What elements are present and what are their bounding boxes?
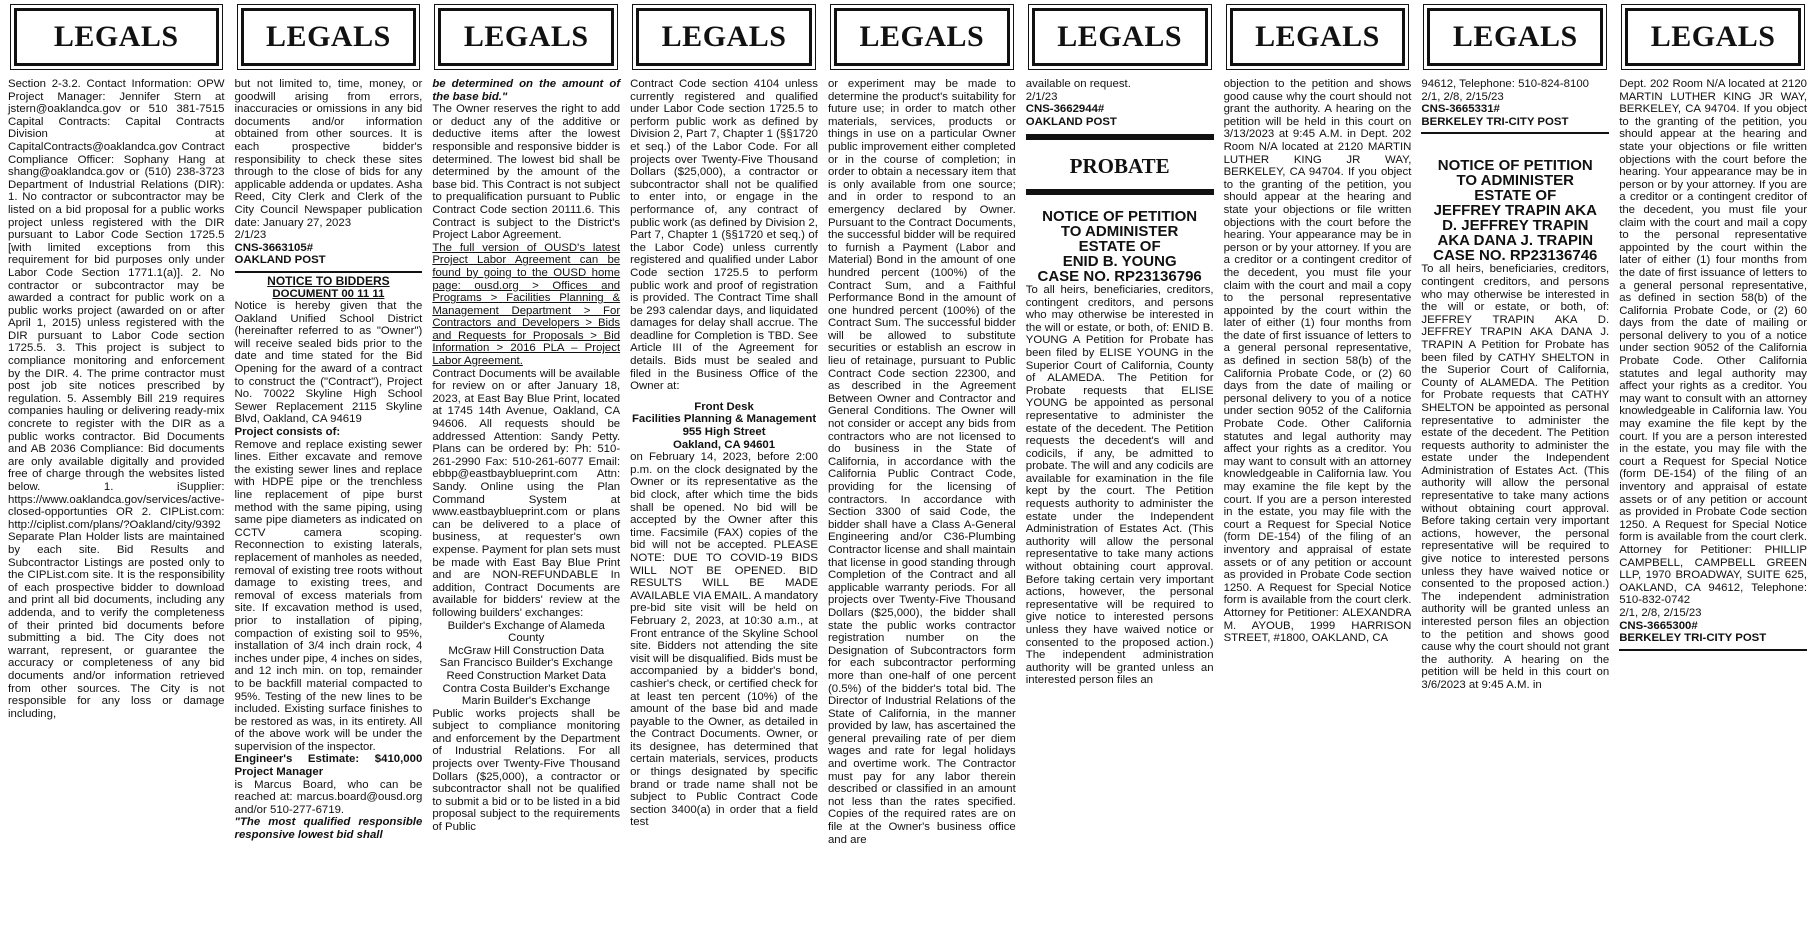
project-manager-contact: is Marcus Board, who can be reached at: marcus.board@ousd.org and/or 510-277-6719. [234,778,423,816]
column-3 [432,4,620,950]
petition-title-5: D. JEFFREY TRAPIN [1442,217,1589,235]
pla-link-text: The full version of OUSD's latest Project Labor Agreement can be found by going to the OUSD home page: ousd.org > Offices and Programs > Facilities Planning & Management Department > For Contractors and Developers > Bids and Requests for Proposals > Bid Information > 2016 PLA – Project Labor Agreement. [432,241,621,368]
legals-banner [1028,4,1212,70]
legals-banner [1621,4,1805,70]
exchange-3: San Francisco Builder's Exchange [439,657,613,670]
notice-continuation: available on request. [1025,78,1131,90]
petition-body-continued: Dept. 202 Room N/A located at 2120 MARTIN LUTHER KING JR WAY, BERKELEY, CA 94704. If you object to the granting of the petition, you should appear at the hearing and state your objections or file written objections with the court before the hearing. Your appearance may be in person or by your attorney. If you are a creditor or a contingent creditor of the decedent, you must file your claim with the court and mail a copy to the personal representative appointed by the court within the later of either (1) four months from the date of first issuance of letters to a general personal representative, as defined in section 58(b) of the California Probate Code, or (2) 60 days from the date of mailing or personal delivery to you of a notice under section 9052 of the California Probate Code. Other California statutes and legal authority may affect your rights as a creditor. You may want to consult with an attorney knowledgeable in California law. You may examine the file kept by the court. If you are a person interested in the estate, you may file with the court a Request for Special Notice (form DE-154) of the filing of an inventory and appraisal of estate assets or of any petition or account as provided in Probate Code section 1250. A Request for Special Notice form is available from the court clerk. Attorney for Petitioner: PHILLIP CAMPBELL, CAMPBELL GREEN LLP, 1970 BROADWAY, SUITE 625, OAKLAND, CA 94612, Telephone: 510-832-0742 [1619,78,1807,607]
publication-date: 2/1, 2/8, 2/15/23 [1421,90,1504,103]
petition-body: To all heirs, beneficiaries, creditors, contingent creditors, and persons who may otherwise be interested in the will or estate, or both, of: ENID B. YOUNG A Petition for Probate has been filed by ELISE YOUNG in the Superior Court of California, County of ALAMEDA. The Petition for Probate requests that ELISE YOUNG be appointed as personal representative to administer the estate of the decedent. The Petition requests the decedent's will and codicils, if any, be admitted to probate. The will and any codicils are available for examination in the file kept by the court. The Petition requests authority to administer the estate under the Independent Administration of Estates Act. (This authority will allow the personal representative to take many actions without obtaining court approval. Before taking certain very important actions, however, the personal representative will be required to give notice to interested persons unless they have waived notice or consented to the proposed action.) The independent administration authority will be granted unless an interested person files an [1025,283,1214,687]
exchange-4: Reed Construction Market Data [446,669,606,682]
cns-number: CNS-3665331# [1421,103,1500,116]
publication-date: 2/1/23 [1025,90,1058,103]
petition-body: To all heirs, beneficiaries, creditors, contingent creditors, and persons who may otherwise be interested in the will or estate, or both, of: JEFFREY TRAPIN AKA D. JEFFREY TRAPIN AKA DANA J. TRAPIN A Petition for Probate has been filed by CATHY SHELTON in the Superior Court of California, County of ALAMEDA. The Petition for Probate requests that CATHY SHELTON be appointed as personal representative to administer the estate of the decedent. The Petition requests authority to administer the estate under the Independent Administration of Estates Act. (This authority will allow the personal representative to take many actions without obtaining court approval. Before taking certain very important actions, however, the personal representative will be required to give notice to interested persons unless they have waived notice or consented to the proposed action.) The independent administration authority will be granted unless an interested person files an objection to the petition and shows good cause why the court should not grant the authority. A hearing on the petition will be held in this court on 3/6/2023 at 9:45 A.M. in [1421,263,1610,691]
bid-address-line-4: Oakland, CA 94601 [672,438,776,451]
contract-terms: or experiment may be made to determine the product's suitability for future use; in order to match other materials, services, products or things in use on a particular Owner public improvement either completed or in the course of completion; in order to obtain a necessary item that is only available from one source; and in order to respond to an emergency declared by Owner. Pursuant to the Contract Documents, the successful bidder will be required to furnish a Payment (Labor and Material) Bond in the amount of one hundred percent (100%) of the Contract Sum, and a Faithful Performance Bond in the amount of one hundred percent (100%) of the Contract Sum. The successful bidder will be allowed to substitute securities or establish an escrow in lieu of retainage, pursuant to Public Contract Code section 22300, and as described in the Agreement Between Owner and Contractor and General Conditions. The Owner will not consider or accept any bids from contractors who are not licensed to do business in the State of California, in accordance with the California Public Contract Code, providing for the licensing of contractors. In accordance with Section 3300 of said Code, the bidder shall have a Class A-General Engineering and/or C36-Plumbing Contractor license and shall maintain that license in good standing through Completion of the Contract and all applicable warranty periods. For all projects over Twenty-Five Thousand Dollars ($25,000), the bidder shall state the public works contractor registration number on the Designation of Subcontractors form for each subcontractor performing more than one-half of one percent (0.5%) of the bidder's total bid. The Director of Industrial Relations of the State of California, in the manner provided by law, has ascertained the general prevailing rate of per diem wages and rate for legal holidays and overtime work. The Contractor must pay for any labor therein described or classified in an amount not less than the rates specified. Copies of the required rates are on file at the Owner's business office and are [827,78,1016,846]
publication-date: 2/1, 2/8, 2/15/23 [1619,606,1702,619]
exchange-5: Contra Costa Builder's Exchange [442,682,610,695]
document-number: DOCUMENT 00 11 11 [272,287,385,300]
petition-title-6: AKA DANA J. TRAPIN [1437,232,1594,250]
divider [235,271,423,273]
cns-number: CNS-3663105# [234,241,314,254]
exchange-6: Marin Builder's Exchange [461,695,591,708]
legals-banner [1423,4,1607,70]
petition-title-1: NOTICE OF PETITION [1042,207,1198,225]
column-9 [1619,4,1807,950]
bid-address-line-2: Facilities Planning & Management [631,413,817,426]
newspaper-name: BERKELEY TRI-CITY POST [1421,115,1569,128]
petition-title-4: JEFFREY TRAPIN AKA [1433,202,1597,220]
cns-number: CNS-3665300# [1619,619,1698,632]
divider [1421,132,1609,134]
legals-banner [10,4,223,70]
exchange-1: Builder's Exchange of Alameda County [447,619,605,645]
petition-title-2: TO ADMINISTER [1456,172,1575,190]
contract-terms: The Owner reserves the right to add or deduct any of the additive or deductive items after the lowest responsible and responsive bidder is determined. The lowest bid shall be determined by the amount of the base bid. This Contract is not subject to prequalification pursuant to Public Contract Code section 20111.6. This Contract is subject to the District's Project Labor Agreement. [432,103,621,242]
legals-banner-title: LEGALS [14,8,219,66]
bid-notice-continuation: but not limited to, time, money, or goodwill arising from errors, inaccuracies or omissions in any bid documents and/or information obtained from other sources. It is each prospective bidder's responsibility to check these sites through to the close of bids for any applicable addenda or updates. Asha Reed, City Clerk and Clerk of the City Council Newspaper publication date: January 27, 2023 [234,78,423,229]
column-4 [630,4,818,950]
legals-banner-title: LEGALS [834,8,1010,66]
public-works-terms: Public works projects shall be subject to compliance monitoring and enforcement by the Department of Industrial Relations. For all projects over Twenty-Five Thousand Dollars ($25,000), a contractor or subcontractor shall not be qualified to submit a bid or to be listed in a bid proposal subject to the requirements of Public [432,707,621,834]
petition-case-number: CASE NO. RP23136746 [1433,247,1598,265]
engineers-estimate: Engineer's Estimate: $410,000 Project Manager [234,753,423,779]
petition-title-1: NOTICE OF PETITION [1437,157,1593,175]
legals-banner-title: LEGALS [1032,8,1208,66]
legals-banner [237,4,421,70]
bid-notice-continuation: Section 2-3.2. Contact Information: OPW Project Manager: Jennifer Stern at jstern@oaklandca.gov or 510 381-7515 Capital Contracts: Capital Contracts Division at CapitalContracts@oaklandca.gov Contract Compliance Officer: Sophany Hang at shang@oaklandca.gov or (510) 238-3723 Department of Industrial Relations (DIR): 1. No contractor or subcontractor may be listed on a bid proposal for a public works project unless registered with the DIR pursuant to Labor Code Section 1725.5 [with limited exceptions from this requirement for bid purposes only under Labor Code Section 1771.1(a)]. 2. No contractor or subcontractor may be awarded a contract for public work on a public works project (awarded on or after April 1, 2015) unless registered with the DIR pursuant to Labor Code section 1725.5. 3. This project is subject to compliance monitoring and enforcement by the DIR. 4. The prime contractor must post job site notices prescribed by regulation. 5. Assembly Bill 219 requires companies hauling or delivering ready-mix concrete to register with the DIR as a public works contractor. Bid Documents and AB 2036 Compliance: Bid documents are only available digitally and provided free of charge through the websites listed below. 1. iSupplier: https://www.oaklandca.gov/services/active-closed-opportunties OR 2. CIPList.com: http://ciplist.com/plans/?Oakland/city/9392 Separate Plan Holder lists are maintained by each site. Bid Results and Subcontractor Listings are posted only to the CIPList.com site. It is the responsibility of each prospective bidder to download and print all bid documents, including any addenda, and to verify the completeness of their printed bid documents before submitting a bid. The City does not warrant, represent, or guarantee the accuracy or completeness of any bid documents and/or information retrieved from other sources. The City is not responsible for any loss or damage including, [8,78,225,720]
legals-banner-title: LEGALS [1427,8,1603,66]
petition-title-4: ENID B. YOUNG [1062,252,1177,270]
base-bid-statement: be determined on the amount of the base bid." [432,78,621,103]
legals-banner-title: LEGALS [438,8,614,66]
qualified-bid-statement: "The most qualified responsible responsive lowest bid shall [234,816,423,842]
contract-documents: Contract Documents will be available for review on or after January 18, 2023, at East Bay Blue Print, located at 1745 14th Avenue, Oakland, CA 94606. All requests should be addressed Attention: Sandy Petty. Plans can be ordered by: Ph: 510-261-2990 Fax: 510-261-6077 Email: ebbp@eastbayblueprint.com Attn: Sandy. Online using the Plan Command System at www.eastbayblueprint.com or plans can be delivered to a place of business, at requester's own expense. Payment for plan sets must be made with East Bay Blue Print and are NON-REFUNDABLE In addition, Contract Documents are available for bidders' review at the following builders' exchanges: [432,367,621,619]
bid-deadline-terms: on February 14, 2023, before 2:00 p.m. on the clock designated by the Owner or its representative as the bid clock, after which time the bids shall be opened. No bid will be accepted by the Owner after this time. Facsimile (FAX) copies of the bid will not be accepted. PLEASE NOTE: DUE TO COVID-19 BIDS WILL NOT BE OPENED. BID RESULTS WILL BE MADE AVAILABLE VIA EMAIL. A mandatory pre-bid site visit will be held on February 2, 2023, at 10:30 a.m., at Front entrance of the Skyline School site. Bidders not attending the site visit will be disqualified. Bids must be accompanied by a bidder's bond, cashier's check, or certified check for at least ten percent (10%) of the amount of the base bid and made payable to the Owner, as detailed in the Contract Documents. Owner, or its designee, has determined that certain materials, services, products or things designated by specific brand or trade name shall not be subject to Public Contract Code section 3400(a) in order that a field test [630,451,818,829]
divider [1619,649,1807,651]
petition-body-continued: 94612, Telephone: 510-824-8100 [1421,78,1590,90]
column-1 [8,4,225,950]
column-7 [1224,4,1412,950]
cns-number: CNS-3662944# [1025,103,1105,116]
bid-address-line-1: Front Desk [694,400,754,413]
legals-banner [632,4,816,70]
contract-terms: Contract Code section 4104 unless currently registered and qualified under Labor Code section 1725.5 to perform public work as defined by Division 2, Part 7, Chapter 1 (§§1720 et seq.) of the Labor Code. For all projects over Twenty-Five Thousand Dollars ($25,000), a contractor or subcontractor shall not be qualified to enter into, or engage in the performance of, any contract of public work (as defined by Division 2, Part 7, Chapter 1 (§§1720 et seq.) of the Labor Code) unless currently registered and qualified under Labor Code section 1725.5 to perform public work and proof of registration is provided. The Contract Time shall be 293 calendar days, and liquidated damages for delay shall accrue. The deadline for Completion is TBD. See Article III of the Agreement for details. Bids must be sealed and filed in the Business Office of the Owner at: [630,78,818,393]
legals-banner-title: LEGALS [1625,8,1801,66]
legals-banner [1226,4,1410,70]
bid-address-line-3: 955 High Street [682,426,766,439]
legals-banner-title: LEGALS [636,8,812,66]
column-8 [1421,4,1609,950]
newspaper-name: BERKELEY TRI-CITY POST [1619,632,1767,645]
column-5 [828,4,1016,950]
project-consists-heading: Project consists of: [234,426,341,439]
legals-banner-title: LEGALS [1230,8,1406,66]
notice-body: Notice is hereby given that the Oakland Unified School District (hereinafter referred to as "Owner") will receive sealed bids prior to the date and time stated for the Bid Opening for the award of a contract to construct the ("Contract"), Project No. 70022 Skyline High School Sewer Replacement 2115 Skyline Blvd, Oakland, CA 94619 [234,300,423,426]
column-6 [1026,4,1214,950]
legals-banner [434,4,618,70]
column-2 [235,4,423,950]
newspaper-name: OAKLAND POST [1025,115,1117,128]
petition-body-continued: objection to the petition and shows good cause why the court should not grant the authority. A hearing on the petition will be held in this court on 3/13/2023 at 9:45 A.M. in Dept. 202 Room N/A located at 2120 MARTIN LUTHER KING JR WAY, BERKELEY, CA 94704. If you object to the granting of the petition, you should appear at the hearing and state your objections or file written objections with the court before the hearing. Your appearance may be in person or by your attorney. If you are a creditor or a contingent creditor of the decedent, you must file your claim with the court and mail a copy to the personal representative appointed by the court within the later of either (1) four months from the date of first issuance of letters to a general personal representative, as defined in section 58(b) of the California Probate Code, or (2) 60 days from the date of mailing or personal delivery to you of a notice under section 9052 of the California Probate Code. Other California statutes and legal authority may affect your rights as a creditor. You may want to consult with an attorney knowledgeable in California law. You may examine the file kept by the court. If you are a person interested in the estate, you may file with the court a Request for Special Notice (form DE-154) of the filing of an inventory and appraisal of estate assets or of any petition or account as provided in Probate Code section 1250. A Request for Special Notice form is available from the court clerk. Attorney for Petitioner: ALEXANDRA M. AYOUB, 1999 HARRISON STREET, #1800, OAKLAND, CA [1223,78,1412,645]
petition-title-3: ESTATE OF [1078,237,1161,255]
petition-title-2: TO ADMINISTER [1060,222,1179,240]
project-description: Remove and replace existing sewer lines. Either excavate and remove the existing sewer lines and replace with HDPE pipe or the trenchless line replacement of pipe burst method with the same piping, using same pipe diameters as indicated on CCTV camera scoping. Reconnection to existing laterals, replacement of manholes as needed, removal of existing tree roots without damage to existing trees, and removal of excess materials from site. If excavation method is used, prior to installation of piping, compaction of existing soil to 95%, installation of 3/4 inch drain rock, 4 inches under pipe, 4 inches on sides, and 12 inch min. on top, remainder to be backfill material compacted to 95%. Testing of the new lines to be included. Existing surface finishes to be restored as was, in its entirety. All of the above work will be under the supervision of the inspector. [234,438,423,753]
notice-title: NOTICE TO BIDDERS [267,273,390,288]
exchange-2: McGraw Hill Construction Data [448,644,605,657]
legals-banner-title: LEGALS [241,8,417,66]
petition-case-number: CASE NO. RP23136796 [1037,267,1202,285]
probate-section-heading: PROBATE [1069,154,1170,179]
publication-date: 2/1/23 [234,229,267,242]
section-divider-bottom [1026,189,1214,195]
legals-banner [830,4,1014,70]
petition-title-3: ESTATE OF [1474,187,1557,205]
newspaper-name: OAKLAND POST [234,254,326,267]
